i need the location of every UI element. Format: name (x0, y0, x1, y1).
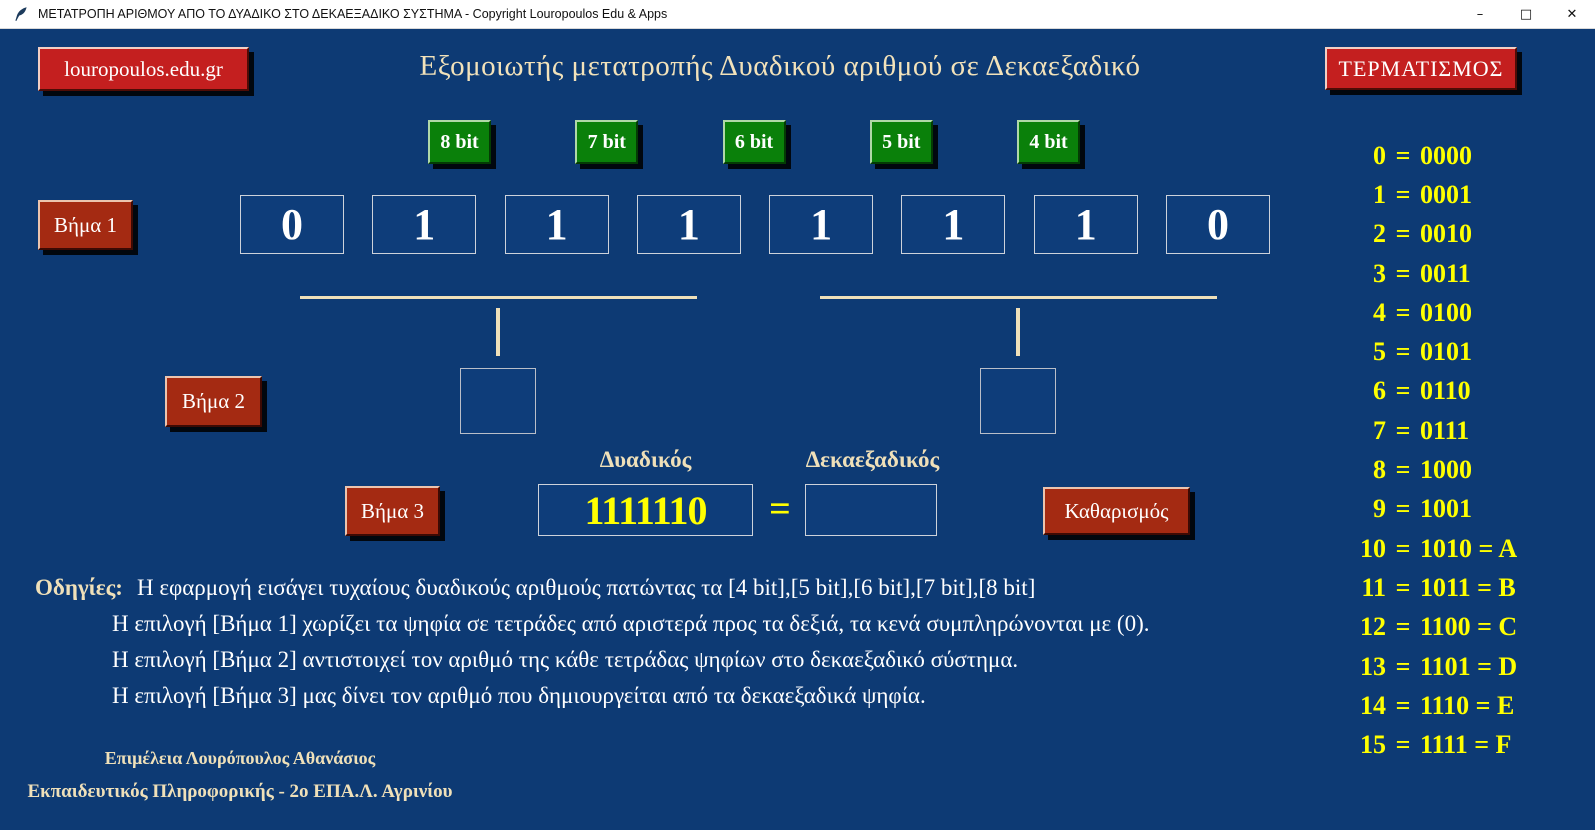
table-row: 15 = 1111 = F (1360, 730, 1512, 760)
group1-hex-box (460, 368, 536, 434)
group2-underline (820, 296, 1217, 299)
instruction-line: Η επιλογή [Βήμα 1] χωρίζει τα ψηφία σε τετράδες από αριστερά προς τα δεξιά, τα κενά συμπληρώνονται με (0). (112, 611, 1150, 636)
group1-underline (300, 296, 697, 299)
instruction-line: Η επιλογή [Βήμα 2] αντιστοιχεί τον αριθμό της κάθε τετράδας ψηφίων στο δεκαεξαδικό σύστημα. (112, 647, 1019, 672)
page-title: Εξομοιωτής μετατροπής Δυαδικού αριθμού σε Δεκαεξαδικό (419, 50, 1141, 82)
clear-button[interactable]: Καθαρισμός (1043, 487, 1190, 535)
table-row: 8 = 1000 (1373, 455, 1472, 485)
hex-reference-table (1340, 136, 1517, 765)
instructions-block (35, 570, 1150, 714)
maximize-icon[interactable]: □ (1519, 6, 1533, 22)
step2-button[interactable]: Βήμα 2 (165, 376, 262, 427)
instruction-line: Η επιλογή [Βήμα 3] μας δίνει τον αριθμό που δημιουργείται από τα δεκαεξαδικά ψηφία. (112, 683, 926, 708)
table-row: 1 = 0001 (1373, 179, 1472, 209)
table-row: 0 = 0000 (1373, 140, 1472, 170)
hex-field-label: Δεκαεξαδικός (805, 447, 940, 472)
table-row: 3 = 0011 (1373, 258, 1471, 288)
table-row: 11 = 1011 = B (1361, 572, 1516, 602)
binary-value-box: 1111110 (538, 484, 753, 536)
digit-box-2: 1 (372, 195, 476, 254)
equals-sign: = (769, 488, 791, 530)
bit-button-6[interactable]: 6 bit (723, 120, 786, 164)
instructions-heading: Οδηγίες: (35, 575, 123, 600)
titlebar (0, 0, 1595, 29)
close-icon[interactable]: ✕ (1566, 6, 1578, 22)
tk-feather-icon (13, 6, 29, 22)
table-row: 7 = 0111 (1373, 415, 1470, 445)
step3-button[interactable]: Βήμα 3 (345, 486, 440, 536)
credit-author: Επιμέλεια Λουρόπουλος Αθανάσιος (104, 748, 376, 768)
exit-button[interactable]: ΤΕΡΜΑΤΙΣΜΟΣ (1325, 47, 1517, 90)
digit-box-8: 0 (1166, 195, 1270, 254)
group1-pointer-bar (496, 308, 500, 356)
digit-box-6: 1 (901, 195, 1005, 254)
group2-pointer-bar (1016, 308, 1020, 356)
digit-box-7: 1 (1034, 195, 1138, 254)
table-row: 10 = 1010 = A (1360, 533, 1518, 563)
site-link-button[interactable]: louropoulos.edu.gr (38, 47, 249, 91)
bit-button-5[interactable]: 5 bit (870, 120, 933, 164)
window-controls (1457, 0, 1595, 28)
table-row: 5 = 0101 (1373, 337, 1472, 367)
table-row: 4 = 0100 (1373, 297, 1472, 327)
step1-button[interactable]: Βήμα 1 (38, 200, 133, 250)
instruction-line: Η εφαρμογή εισάγει τυχαίους δυαδικούς αριθμούς πατώντας τα [4 bit],[5 bit],[6 bit],[7 bit],[8 bit] (136, 575, 1036, 600)
table-row: 6 = 0110 (1373, 376, 1471, 406)
digit-box-1: 0 (240, 195, 344, 254)
bit-button-4[interactable]: 4 bit (1017, 120, 1080, 164)
table-row: 12 = 1100 = C (1360, 612, 1518, 642)
bit-button-8[interactable]: 8 bit (428, 120, 491, 164)
credits (20, 748, 460, 803)
window-title: ΜΕΤΑΤΡΟΠΗ ΑΡΙΘΜΟΥ ΑΠΟ ΤΟ ΔΥΑΔΙΚΟ ΣΤΟ ΔΕΚΑΕΞΑΔΙΚΟ ΣΥΣΤΗΜΑ - Copyright Louropoulos Edu & Apps (38, 7, 668, 21)
digit-box-5: 1 (769, 195, 873, 254)
minimize-icon[interactable]: – (1476, 6, 1484, 22)
binary-digit-row (240, 195, 1270, 254)
group2-hex-box (980, 368, 1056, 434)
table-row: 13 = 1101 = D (1360, 651, 1518, 681)
binary-field-label: Δυαδικός (599, 447, 692, 472)
digit-box-4: 1 (637, 195, 741, 254)
credit-school: Εκπαιδευτικός Πληροφορικής - 2ο ΕΠΑ.Λ. Αγρινίου (27, 781, 453, 802)
digit-box-3: 1 (505, 195, 609, 254)
table-row: 9 = 1001 (1373, 494, 1472, 524)
table-row: 14 = 1110 = E (1360, 690, 1515, 720)
table-row: 2 = 0010 (1373, 219, 1472, 249)
hex-value-box (805, 484, 937, 536)
bit-button-7[interactable]: 7 bit (575, 120, 638, 164)
bit-buttons-row (428, 120, 1080, 164)
